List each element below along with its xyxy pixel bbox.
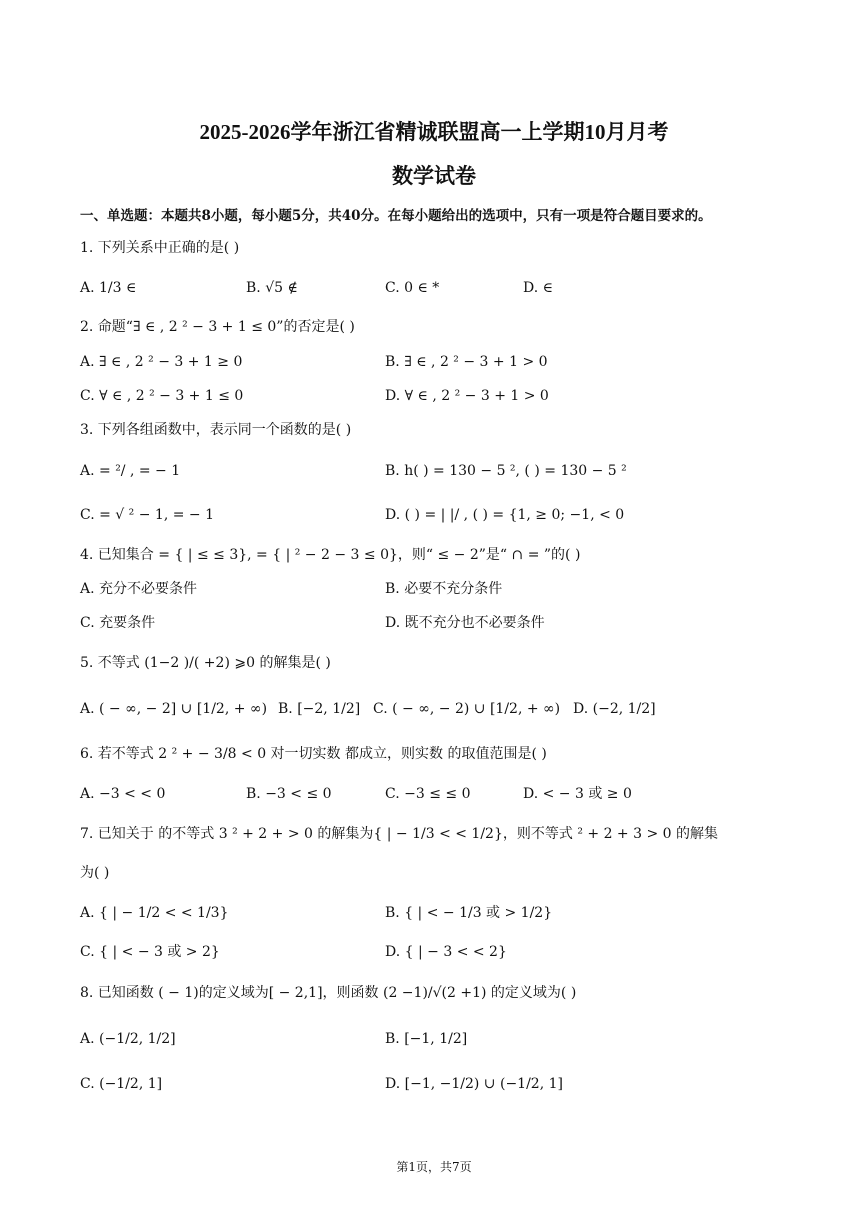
question-6-option-c: C. −3 ≤ ≤ 0: [385, 786, 471, 802]
question-7-stem: 7. 已知关于 的不等式 3 ² + 2 + > 0 的解集为{ | − 1/3 < < 1/2}，则不等式 ² + 2 + 3 > 0 的解集: [80, 826, 718, 842]
question-2-option-a: A. ∃ ∈ , 2 ² − 3 + 1 ≥ 0: [80, 354, 243, 370]
question-8-option-d: D. [−1, −1/2) ∪ (−1/2, 1]: [385, 1076, 563, 1092]
question-1-option-d: D. ∈: [523, 280, 553, 296]
question-7-stem-cont: 为( ): [80, 865, 110, 881]
question-6-option-a: A. −3 < < 0: [80, 786, 166, 802]
question-4-option-c: C. 充要条件: [80, 615, 156, 631]
question-2-option-b: B. ∃ ∈ , 2 ² − 3 + 1 > 0: [385, 354, 548, 370]
question-3-option-c: C. = √ ² − 1, = − 1: [80, 507, 214, 523]
question-7-option-b: B. { | < − 1/3 或 > 1/2}: [385, 905, 553, 921]
question-6-option-d: D. < − 3 或 ≥ 0: [523, 786, 632, 802]
question-4-option-b: B. 必要不充分条件: [385, 581, 503, 597]
question-3-stem: 3. 下列各组函数中，表示同一个函数的是( ): [80, 422, 352, 438]
question-5-option-b: B. [−2, 1/2]: [278, 701, 361, 717]
exam-title: 2025-2026学年浙江省精诚联盟高一上学期10月月考: [199, 120, 669, 144]
question-4-option-d: D. 既不充分也不必要条件: [385, 615, 545, 631]
page-footer: 第1页，共7页: [396, 1160, 472, 1174]
question-8-option-a: A. (−1/2, 1/2]: [80, 1031, 176, 1047]
question-2-stem: 2. 命题“∃ ∈ , 2 ² − 3 + 1 ≤ 0”的否定是( ): [80, 319, 355, 335]
question-5-stem: 5. 不等式 (1−2 )/( +2) ⩾0 的解集是( ): [80, 655, 331, 671]
question-6-option-b: B. −3 < ≤ 0: [246, 786, 332, 802]
question-8-stem: 8. 已知函数 ( − 1)的定义域为[ − 2,1]，则函数 (2 −1)/√(2 +1) 的定义域为( ): [80, 985, 577, 1001]
question-2-option-c: C. ∀ ∈ , 2 ² − 3 + 1 ≤ 0: [80, 388, 244, 404]
question-5-option-c: C. ( − ∞, − 2) ∪ [1/2, + ∞): [373, 701, 561, 717]
question-5-option-a: A. ( − ∞, − 2] ∪ [1/2, + ∞): [80, 701, 268, 717]
question-1-option-b: B. √5 ∉: [246, 280, 298, 296]
question-1-option-c: C. 0 ∈ *: [385, 280, 440, 296]
question-1-option-a: A. 1/3 ∈: [80, 280, 137, 296]
question-5-option-d: D. (−2, 1/2]: [573, 701, 656, 717]
question-7-option-a: A. { | − 1/2 < < 1/3}: [80, 905, 229, 921]
question-3-option-a: A. = ²/ , = − 1: [80, 463, 181, 479]
question-4-stem: 4. 已知集合 = { | ≤ ≤ 3}, = { | ² − 2 − 3 ≤ 0}，则“ ≤ − 2”是“ ∩ = ”的( ): [80, 547, 581, 563]
question-7-option-c: C. { | < − 3 或 > 2}: [80, 944, 220, 960]
question-8-option-b: B. [−1, 1/2]: [385, 1031, 468, 1047]
question-4-option-a: A. 充分不必要条件: [80, 581, 198, 597]
question-6-stem: 6. 若不等式 2 ² + − 3/8 < 0 对一切实数 都成立，则实数 的取值范围是( ): [80, 746, 547, 762]
question-2-option-d: D. ∀ ∈ , 2 ² − 3 + 1 > 0: [385, 388, 549, 404]
question-3-option-b: B. h( ) = 130 − 5 ², ( ) = 130 − 5 ²: [385, 463, 627, 479]
question-1-stem: 1. 下列关系中正确的是( ): [80, 240, 240, 256]
exam-subtitle: 数学试卷: [392, 164, 476, 188]
question-7-option-d: D. { | − 3 < < 2}: [385, 944, 507, 960]
section-heading: 一、单选题：本题共8小题，每小题5分，共40分。在每小题给出的选项中，只有一项是符合题目要求的。: [80, 208, 712, 224]
question-3-option-d: D. ( ) = | |/ , ( ) = {1, ≥ 0; −1, < 0: [385, 507, 625, 523]
question-8-option-c: C. (−1/2, 1]: [80, 1076, 163, 1092]
